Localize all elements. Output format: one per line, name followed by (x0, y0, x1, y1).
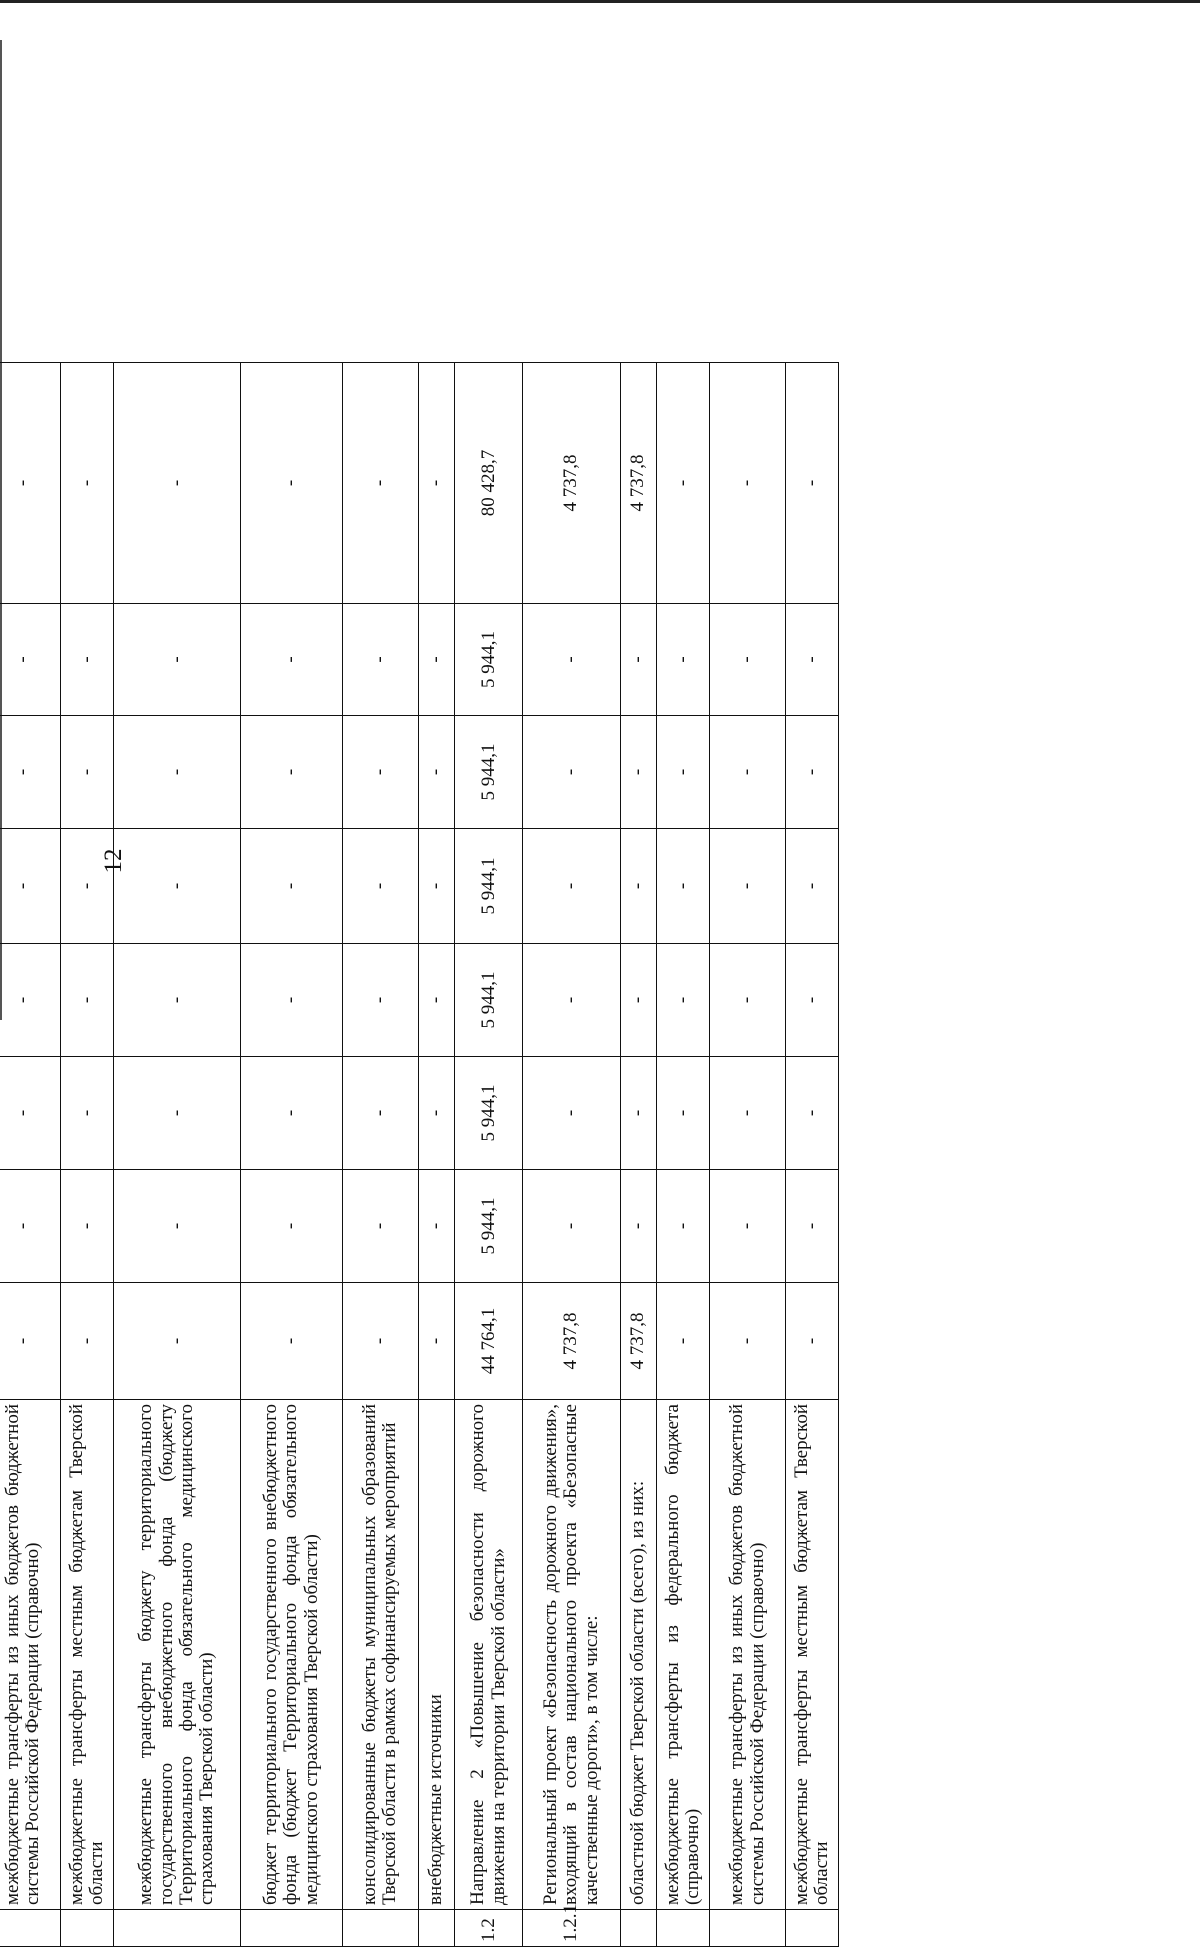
value-year: 5 944,1 (455, 1057, 523, 1170)
value-year: - (114, 1283, 241, 1400)
value-year: - (343, 1170, 418, 1283)
row-number: 1.2.1 (523, 1910, 620, 1947)
value-year: - (657, 1057, 710, 1170)
value-total: - (61, 362, 114, 603)
row-name: межбюджетные трансферты из иных бюджетов бюджетной системы Российской Федерации (справочно) (0, 1400, 61, 1910)
row-number: 1.2 (455, 1910, 523, 1947)
value-year: - (0, 1057, 61, 1170)
value-year: - (114, 1057, 241, 1170)
value-year: - (657, 1283, 710, 1400)
table-row (0, 362, 61, 1946)
financing-table (0, 362, 839, 1947)
value-year: - (418, 829, 455, 944)
value-year: - (343, 1057, 418, 1170)
value-year: - (61, 944, 114, 1057)
value-year: - (710, 944, 785, 1057)
value-total: 4 737,8 (523, 362, 620, 603)
value-year: - (418, 944, 455, 1057)
table-row (785, 362, 838, 1946)
value-year: - (710, 1170, 785, 1283)
value-year: - (61, 1283, 114, 1400)
value-year: 4 737,8 (620, 1283, 657, 1400)
value-year: - (114, 829, 241, 944)
row-name: Направление 2 «Повышение безопасности дорожного движения на территории Тверской области» (455, 1400, 523, 1910)
value-year: - (620, 716, 657, 829)
page-number: 12 (100, 848, 127, 874)
row-number (343, 1910, 418, 1947)
row-number (240, 1910, 342, 1947)
value-year: - (657, 604, 710, 716)
row-number (61, 1910, 114, 1947)
value-year: - (657, 716, 710, 829)
value-year: - (240, 944, 342, 1057)
table-row (710, 362, 785, 1946)
value-year: - (343, 829, 418, 944)
row-name: межбюджетные трансферты местным бюджетам Тверской области (61, 1400, 114, 1910)
value-year: - (620, 604, 657, 716)
table-row (523, 362, 620, 1946)
value-year: - (240, 1057, 342, 1170)
value-year: - (418, 1283, 455, 1400)
value-year: - (710, 1057, 785, 1170)
value-year: - (0, 944, 61, 1057)
value-year: 4 737,8 (523, 1283, 620, 1400)
row-number (710, 1910, 785, 1947)
value-total: - (114, 362, 241, 603)
row-number (657, 1910, 710, 1947)
row-number (620, 1910, 657, 1947)
table-row (343, 362, 418, 1946)
value-year: - (523, 604, 620, 716)
value-year: - (523, 944, 620, 1057)
value-year: - (657, 944, 710, 1057)
row-number (418, 1910, 455, 1947)
value-year: - (620, 829, 657, 944)
value-year: - (710, 829, 785, 944)
value-year: - (240, 604, 342, 716)
value-year: - (114, 944, 241, 1057)
table-body (0, 362, 839, 1946)
value-year: - (343, 1283, 418, 1400)
value-year: - (343, 716, 418, 829)
rotated-table-container (0, 363, 839, 1947)
value-year: - (418, 604, 455, 716)
table-row (455, 362, 523, 1946)
table-row (61, 362, 114, 1946)
value-year: - (710, 716, 785, 829)
value-year: - (710, 604, 785, 716)
value-year: - (61, 829, 114, 944)
value-year: - (523, 716, 620, 829)
row-name: бюджет территориального государственного внебюджетного фонда (бюджет Территориального фонда обязательного медицинского страхования Тверской области) (240, 1400, 342, 1910)
value-year: - (785, 1057, 838, 1170)
table-row (114, 362, 241, 1946)
value-year: - (343, 944, 418, 1057)
value-year: - (785, 1170, 838, 1283)
value-year: - (523, 1057, 620, 1170)
value-total: - (418, 362, 455, 603)
value-year: - (523, 829, 620, 944)
table-row (418, 362, 455, 1946)
value-total: - (343, 362, 418, 603)
value-year: - (114, 1170, 241, 1283)
value-year: - (61, 1057, 114, 1170)
value-year: 5 944,1 (455, 829, 523, 944)
row-number (114, 1910, 241, 1947)
row-name: областной бюджет Тверской области (всего), из них: (620, 1400, 657, 1910)
value-year: - (785, 829, 838, 944)
value-year: - (0, 1170, 61, 1283)
value-year: 5 944,1 (455, 1170, 523, 1283)
value-year: 5 944,1 (455, 716, 523, 829)
value-total: 80 428,7 (455, 362, 523, 603)
value-year: - (620, 1170, 657, 1283)
value-year: - (61, 716, 114, 829)
table-row (240, 362, 342, 1946)
row-name: межбюджетные трансферты местным бюджетам Тверской области (785, 1400, 838, 1910)
row-name: межбюджетные трансферты из федерального бюджета (справочно) (657, 1400, 710, 1910)
row-name: консолидированные бюджеты муниципальных образований Тверской области в рамках софинансируемых мероприятий (343, 1400, 418, 1910)
table-row (657, 362, 710, 1946)
row-name: Региональный проект «Безопасность дорожного движения», входящий в состав национального проекта «Безопасные качественные дороги», в том числе: (523, 1400, 620, 1910)
value-year: 44 764,1 (455, 1283, 523, 1400)
value-year: 5 944,1 (455, 944, 523, 1057)
value-year: - (0, 716, 61, 829)
value-year: - (240, 829, 342, 944)
value-year: - (657, 1170, 710, 1283)
row-number (0, 1910, 61, 1947)
value-year: - (620, 1057, 657, 1170)
row-name: межбюджетные трансферты из иных бюджетов бюджетной системы Российской Федерации (справочно) (710, 1400, 785, 1910)
row-name: внебюджетные источники (418, 1400, 455, 1910)
value-year: - (620, 944, 657, 1057)
value-year: - (785, 716, 838, 829)
value-total: - (710, 362, 785, 603)
value-year: - (240, 716, 342, 829)
value-year: 5 944,1 (455, 604, 523, 716)
value-year: - (240, 1283, 342, 1400)
value-total: - (785, 362, 838, 603)
row-number (785, 1910, 838, 1947)
value-total: - (0, 362, 61, 603)
value-year: - (418, 1170, 455, 1283)
value-year: - (114, 716, 241, 829)
value-year: - (418, 1057, 455, 1170)
value-year: - (240, 1170, 342, 1283)
value-total: - (657, 362, 710, 603)
value-year: - (418, 716, 455, 829)
value-year: - (523, 1170, 620, 1283)
value-year: - (114, 604, 241, 716)
value-year: - (343, 604, 418, 716)
value-year: - (61, 1170, 114, 1283)
value-year: - (61, 604, 114, 716)
value-year: - (0, 604, 61, 716)
value-year: - (785, 1283, 838, 1400)
table-row (620, 362, 657, 1946)
value-year: - (710, 1283, 785, 1400)
row-name: межбюджетные трансферты бюджету территориального государственного внебюджетного фонда (бюджету Территориального фонда обязательного медицинского страхования Тверской области) (114, 1400, 241, 1910)
value-total: 4 737,8 (620, 362, 657, 603)
scan-edge-top (0, 0, 1200, 3)
value-total: - (240, 362, 342, 603)
value-year: - (0, 1283, 61, 1400)
value-year: - (657, 829, 710, 944)
value-year: - (785, 944, 838, 1057)
value-year: - (0, 829, 61, 944)
value-year: - (785, 604, 838, 716)
